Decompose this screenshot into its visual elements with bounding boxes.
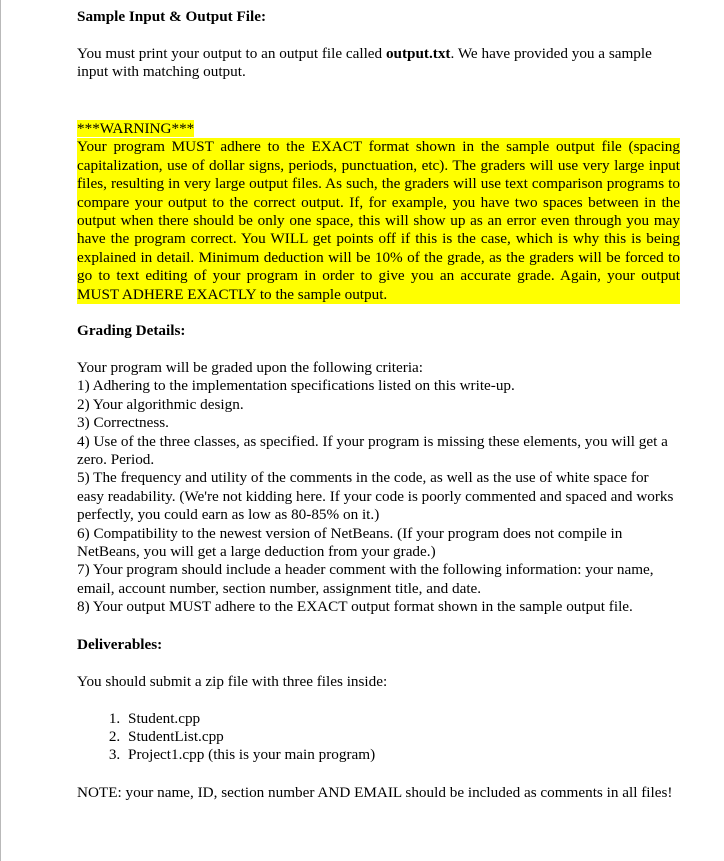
sample-io-text-after: . We have provided you a sample input with matching output.: [77, 45, 652, 81]
deliverable-file: 2. StudentList.cpp: [124, 728, 684, 746]
grading-heading: Grading Details:: [77, 322, 186, 339]
deliverable-file: 3. Project1.cpp (this is your main program): [124, 746, 684, 764]
sample-io-heading: Sample Input & Output File:: [77, 8, 267, 25]
criterion-2: 2) Your algorithmic design.: [77, 395, 244, 413]
criterion-6: 6) Compatibility to the newest version of NetBeans. (If your program does not compile in NetBeans, you will get a large deduction from your grade.): [77, 524, 623, 561]
deliverable-file: 1. Student.cpp: [124, 710, 684, 728]
criterion-1: 1) Adhering to the implementation specifications listed on this write-up.: [77, 377, 515, 395]
criterion-7: 7) Your program should include a header comment with the following information: your name, email, account number, section number, assignment title, and date.: [77, 561, 654, 597]
output-filename: output.txt: [385, 45, 451, 62]
criterion-3: 3) Correctness.: [77, 414, 169, 432]
deliverables-intro: You should submit a zip file with three files inside:: [77, 673, 388, 690]
deliverables-heading: Deliverables:: [77, 636, 163, 653]
grading-criteria: [77, 359, 677, 617]
criterion-4: 4) Use of the three classes, as specified. If your program is missing these elements, you will get a zero. Period.: [77, 432, 668, 469]
warning-block: [77, 120, 680, 304]
sample-io-text-before: You must print your output to an output file called: [77, 45, 386, 62]
deliverables-list: [52, 710, 684, 765]
deliverables-note: NOTE: your name, ID, section number AND EMAIL should be included as comments in all files!: [77, 784, 673, 801]
grading-intro: Your program will be graded upon the following criteria:: [77, 359, 424, 376]
warning-body: Your program MUST adhere to the EXACT format shown in the sample output file (spacing capitalization, use of dollar signs, periods, punctuation, etc). The graders will use very large input files, resulting in very large output files. As such, the graders will use text comparison programs to compare your output to the correct output. If, for example, you have two spaces between in the output when there should be only one space, this will show up as an error even through you may have the program correct. You WILL get points off if this is the case, which is why this is being explained in detail. Minimum deduction will be 10% of the grade, as the graders will be forced to go to text editing of your program in order to give you an accurate grade. Again, your output MUST ADHERE EXACTLY to the sample output.: [77, 138, 680, 303]
warning-title: ***WARNING***: [77, 120, 195, 137]
sample-io-paragraph: [77, 45, 677, 82]
criterion-5: 5) The frequency and utility of the comments in the code, as well as the use of white space for easy readability. (We're not kidding here. If your code is poorly commented and spaced and works perfectly, you could earn as low as 80-85% on it.): [77, 469, 674, 524]
criterion-8: 8) Your output MUST adhere to the EXACT output format shown in the sample output file.: [77, 598, 633, 616]
